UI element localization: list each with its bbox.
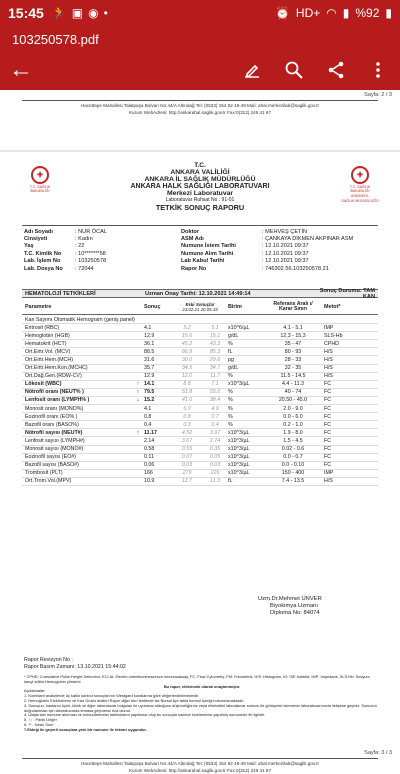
doctor-name: Uzm.Dr.Mehmet ÜNVER	[258, 596, 322, 602]
info-label: Lab. İşlem No	[24, 258, 61, 265]
abnormal-flag: ↑	[136, 381, 140, 388]
share-icon	[326, 60, 346, 80]
param-name: Nötrofil oranı (NEUT% )	[25, 389, 84, 396]
more-dot-icon: •	[103, 6, 108, 20]
header-valilik: ANKARA VALİLİĞİ	[170, 169, 230, 176]
unit: x10^3/µL	[228, 470, 250, 477]
reference-range: 0.0 - 0.10	[281, 462, 305, 469]
param-name: Monosit oranı (MONO%)	[25, 405, 84, 412]
right-logo-text-1: T.C. SAĞLIK BAKANLIĞI	[349, 185, 371, 193]
col-param: Parametre	[25, 303, 52, 310]
old-result-1: 4.52	[181, 429, 193, 436]
info-label: T.C. Kimlik No	[24, 250, 62, 257]
diploma-number: Diploma No: 84074	[270, 610, 320, 617]
old-results-title: Eski Sonuçlar	[185, 301, 215, 307]
old-result-2: 7.1	[211, 381, 219, 388]
approval-date: Uzman Onay Tarihi: 12.10.2021 14:49:14	[145, 290, 251, 297]
table-row	[22, 373, 378, 381]
table-row	[22, 470, 378, 478]
print-time: Rapor Basım Zamanı: 13.10.2021 15:44:02	[24, 663, 126, 670]
reference-range: 2.0 - 9.0	[283, 405, 303, 412]
revision-info	[24, 657, 126, 670]
abnormal-flag: ↑	[136, 429, 140, 436]
result-value: 88.5	[144, 348, 155, 355]
result-value: 166	[144, 470, 153, 477]
result-value: 0.8	[144, 413, 152, 420]
unit: x10^3/µL	[228, 462, 250, 469]
method: FC	[324, 446, 332, 453]
revision-number: Rapor Revizyon No :	[24, 657, 73, 663]
header-merkezi: Merkezi Laboratuvar	[166, 190, 234, 197]
old-result-1: 279	[182, 470, 192, 477]
footer-address: Hacettepe Mahallesi Talatpaşa Bulvarı No:44/A Altındağ Tel: (0533) 154 92 48-49 Mail: ahal.merkezilab@saglik.gov.tr	[80, 103, 320, 108]
wifi-icon: ◠	[326, 6, 337, 20]
result-value: 10.9	[144, 478, 155, 485]
battery-icon: ▮	[385, 6, 392, 20]
note-4: 4. Ulaştırılan numune alınması ve korkudlarından farklılıkların yapılması olup bu sonuçlar sadece incelenmesi yapılmış numuneler ile ilgilidir.	[24, 712, 266, 718]
method: FC	[324, 429, 332, 436]
param-name: Nötrofil sayısı (NEUT#)	[25, 429, 83, 436]
old-result-1: 12.0	[181, 373, 193, 380]
result-value: 4.1	[144, 324, 152, 331]
old-result-2: 85.3	[209, 348, 221, 355]
note-1: 1. Kombiant analizlerde üç katlık kontrol sonuçlarının Westgard kurallarına göre değerlendirilmektedir.	[24, 693, 199, 699]
unit: %	[228, 421, 233, 428]
ref-title-2: Karar Sınırı	[279, 305, 307, 312]
unit: x10^3/µL	[228, 381, 250, 388]
col-unit: Birim	[228, 303, 242, 310]
unit: x10^3/µL	[228, 429, 250, 436]
info-value: : 12.10.2021 09:37	[262, 258, 309, 265]
old-date-2: 20.05.19	[200, 306, 218, 312]
method: FC	[324, 454, 332, 461]
old-result-2: 0.7	[211, 413, 219, 420]
gallery-icon: ▣	[71, 6, 84, 20]
info-value: : 22	[75, 243, 85, 250]
abnormal-flag: ↑	[136, 389, 140, 396]
old-result-1: 86.9	[181, 348, 193, 355]
param-name: Ort.Dağ.Gen.(RDW-CV)	[25, 373, 82, 380]
notes-block	[24, 675, 380, 733]
left-logo	[24, 166, 56, 194]
table-row	[22, 405, 378, 413]
result-value: 14.1	[144, 381, 155, 388]
method: FC	[324, 389, 332, 396]
unit: fL	[228, 478, 233, 485]
old-result-2: 29.6	[209, 357, 221, 364]
unit: x10^6/µL	[228, 324, 250, 331]
table-row	[22, 421, 378, 429]
param-name: Bazofil sayısı (BASO#)	[25, 462, 79, 469]
reference-range: 11.5 - 14.5	[280, 373, 306, 380]
unit: %	[228, 340, 233, 347]
unit: x10^3/µL	[228, 454, 250, 461]
old-result-1: 34.5	[181, 365, 193, 372]
method: SLS-Hb	[324, 332, 343, 339]
param-name: Hematokrit (HCT)	[25, 340, 67, 347]
running-icon: 🏃	[51, 6, 67, 20]
reference-range: 35 - 47	[284, 340, 302, 347]
param-name: Trombosit (PLT)	[25, 470, 63, 477]
table-row	[22, 316, 378, 324]
unit: g/dL	[228, 365, 239, 372]
right-logo-text-3: SAĞLIK MÜDÜRLÜĞÜ	[341, 199, 379, 203]
reference-range: 0.2 - 1.0	[283, 421, 303, 428]
info-label: Rapor No	[181, 265, 207, 272]
info-label: ASM Adı	[181, 236, 204, 243]
old-result-1: 51.8	[181, 389, 193, 396]
result-value: 15.2	[144, 397, 155, 404]
report-header	[70, 162, 330, 212]
section-header	[22, 289, 378, 298]
method: H/S	[324, 373, 333, 380]
old-result-2: 38.4	[209, 397, 221, 404]
info-value: : Kadın	[75, 236, 93, 243]
method-legend: * CPHD: Cumulative Pulse Height Detection, ECLIA: Electro-chemiluminescence immunoassay, FC: Flow Cytometry, FM: Fotometrik, H/S: Histogram, IO: ISE indirekt, IMP: Impedans, SLS-Hb: Sodyum lauryl sülfat-Hemoglobin yöntemi	[24, 674, 370, 684]
reference-range: 1.5 - 4.5	[283, 437, 303, 444]
result-value: 11.17	[144, 429, 157, 436]
back-arrow-icon: ←	[9, 56, 33, 83]
note-2: 2. Hemoglobin Elektroforez ve Kan Grubu testleri Rapor diğer tüm testlerde ise Bursal ilçe tabla kontrol İçeriği bulunmamaktadır.	[24, 697, 245, 703]
unit: %	[228, 373, 233, 380]
reference-range: 28 - 33	[284, 357, 302, 364]
left-logo-text: T.C. SAĞLIK BAKANLIĞI	[29, 185, 51, 193]
info-label: Lab Kabul Tarihi	[181, 258, 225, 265]
table-row	[22, 389, 378, 397]
old-result-2: 11.7	[210, 373, 220, 380]
table-row	[22, 332, 378, 340]
report-title: TETKİK SONUÇ RAPORU	[155, 203, 245, 212]
reference-range: 80 - 93	[284, 348, 302, 355]
file-title: 103250578.pdf	[0, 26, 400, 50]
header-mudurluk: ANKARA İL SAĞLIK MÜDÜRLÜĞÜ	[144, 176, 256, 183]
unit: %	[228, 413, 233, 420]
old-result-2: 3.97	[209, 429, 221, 436]
result-value: 0.06	[144, 462, 155, 469]
edit-icon	[242, 60, 262, 80]
result-value: 4.1	[144, 405, 152, 412]
reference-range: 12,3 - 15,3	[280, 332, 306, 339]
old-result-1: 15.6	[181, 332, 193, 339]
reference-range: 32 - 35	[284, 365, 302, 372]
footer-address-3: Hacettepe Mahallesi Talatpaşa Bulvarı No:44/A Altındağ Tel: (0533) 154 92 48-49 Mail: ahal.merkezilab@saglik.gov.tr	[80, 761, 320, 766]
patient-info-row	[24, 243, 376, 250]
table-row	[22, 462, 378, 470]
notification-icons	[52, 6, 108, 20]
result-value: 12.9	[144, 373, 155, 380]
result-value: 2.14	[144, 437, 155, 444]
unit: %	[228, 405, 233, 412]
result-value: 35.7	[144, 365, 155, 372]
old-result-2: 11.3	[210, 478, 220, 485]
table-row	[22, 446, 378, 454]
reference-range: 4,1 - 5,1	[283, 324, 303, 331]
reference-range: 150 - 400	[281, 470, 305, 477]
info-label: Numune İstem Tarihi	[181, 243, 236, 250]
old-result-2: 0.05	[209, 454, 221, 461]
col-method: Metot*	[324, 303, 341, 310]
table-header	[22, 299, 378, 315]
param-name: Ort.Eritr.Vol. (MCV)	[25, 348, 71, 355]
table-row	[22, 437, 378, 445]
abnormal-flag: ↓	[136, 397, 140, 404]
table-row	[22, 348, 378, 356]
reference-range: 40 - 74	[284, 389, 302, 396]
old-result-1: 0.03	[181, 462, 193, 469]
reference-range: 0.0 - 6.0	[283, 413, 303, 420]
method: CPHD	[324, 340, 340, 347]
method: H/S	[324, 357, 333, 364]
method: FC	[324, 462, 332, 469]
unit: %	[228, 389, 233, 396]
info-value: : 72044	[75, 265, 94, 272]
old-result-1: 8.8	[183, 381, 191, 388]
table-row	[22, 324, 378, 332]
old-result-2: 34.7	[209, 365, 221, 372]
param-name: Hemoglobin (HGB)	[25, 332, 70, 339]
more-options-button[interactable]	[364, 52, 392, 88]
old-result-2: 5.1	[211, 324, 219, 331]
result-value: 0.4	[144, 421, 152, 428]
result-value: 0.58	[144, 446, 155, 453]
pdf-page-3	[0, 152, 400, 773]
info-label: Cinsiyeti	[24, 236, 48, 243]
reference-range: 20.50 - 45.0	[278, 397, 308, 404]
old-result-1: 5.2	[183, 324, 191, 331]
battery-level: %92	[355, 6, 380, 20]
table-row	[22, 454, 378, 462]
info-label: Lab. Dosya No	[24, 265, 63, 272]
method: IMP	[324, 470, 334, 477]
method: H/S	[324, 348, 333, 355]
table-row	[22, 340, 378, 348]
status-time: 15:45	[8, 5, 44, 21]
result-value: 79.5	[144, 389, 155, 396]
method: FC	[324, 413, 332, 420]
old-result-2: 0.4	[211, 421, 219, 428]
unit: fL	[228, 348, 233, 355]
signal-icon: ▮	[342, 6, 350, 20]
old-result-2: 15.1	[209, 332, 221, 339]
param-name: Lenfosit oranı (LYMPH% )	[25, 397, 90, 404]
right-logo	[340, 166, 380, 203]
old-result-1: 6.0	[183, 405, 191, 412]
search-icon	[284, 60, 304, 80]
param-name: Lenfosit sayısı (LYMPH#)	[25, 437, 85, 444]
info-value: : 103250578	[75, 258, 107, 265]
note-3: 3. Sonuçun, hastanın öykü, klinik ve diğer laboratuvar bulguları ile uyumsuz olduğunu düşündüğünüz veya elimizdeki laboratuvar sonucu ile görüşmek isterseniz laboratuvarımızla iletişime geçiniz. Sonucun doğrulanması için laboratuvarda temasa geçmeniz rica olunur.	[24, 702, 377, 713]
back-button[interactable]	[0, 52, 42, 88]
network-label: HD+	[295, 6, 321, 20]
method: IMP	[324, 324, 334, 331]
patient-info-row	[24, 258, 376, 265]
reference-range: 0.02 - 0.6	[281, 446, 305, 453]
location-icon: ◉	[88, 6, 99, 20]
result-value: 36.1	[144, 340, 155, 347]
ref-title-1: Referans Aralı ı/	[273, 300, 313, 307]
note-7: 7.Ekteği ile geçerli sonuçlara yeni bir numune ile tekrarı uygundur.	[24, 726, 147, 732]
doctor-title: Biyokimya Uzmanı	[270, 603, 318, 610]
patient-info-row	[24, 250, 376, 257]
param-name: Eozinofil sayısı (EO#)	[25, 454, 76, 461]
info-value: : 12.10.2021 09:37	[262, 250, 309, 257]
edit-button[interactable]	[238, 52, 266, 88]
param-name: Eritrosit (RBC)	[25, 324, 60, 331]
header-tc: T.C.	[194, 162, 206, 169]
col-result: Sonuç	[144, 303, 161, 310]
param-name: Eozinofil oranı (EO% )	[25, 413, 78, 420]
reference-range: 4.4 - 11.3	[282, 381, 304, 388]
method: FC	[324, 421, 332, 428]
result-value: 12.9	[144, 332, 155, 339]
reference-range: 1.9 - 8.0	[283, 429, 303, 436]
old-date-1: 23.02.21	[182, 306, 200, 312]
unit: x10^3/µL	[228, 437, 250, 444]
results-table	[22, 316, 378, 486]
table-row	[22, 397, 378, 405]
old-result-1: 41.6	[181, 397, 193, 404]
reference-range: 7.4 - 13.5	[281, 478, 305, 485]
info-value: : 10*******58	[75, 250, 106, 257]
patient-info-row	[24, 235, 376, 242]
footer-web: Kurum WebAdresi: http://ankarahal.saglik.gov.tr Fax:0(312) 245 41 67	[128, 110, 272, 115]
unit: x10^3/µL	[228, 446, 250, 453]
method: H/S	[324, 478, 333, 485]
result-value: 0.11	[144, 454, 154, 461]
alarm-icon: ⏰	[274, 6, 290, 20]
pdf-page-2	[0, 90, 400, 150]
search-button[interactable]	[280, 52, 308, 88]
unit: pg	[228, 357, 234, 364]
old-result-1: 3.67	[181, 437, 193, 444]
info-label: Yaş	[24, 243, 34, 250]
electronic-approval: Bu rapor, elektronik olarak onaylanmıştır.	[163, 683, 241, 689]
old-result-2: 4.9	[211, 405, 219, 412]
pdf-viewer[interactable]	[0, 90, 400, 773]
note-6: 6. ** : Kesin Sınır	[24, 721, 54, 727]
reference-range: 0.0 - 0.7	[283, 454, 303, 461]
old-result-1: 0.8	[183, 413, 191, 420]
old-result-2: 2.74	[209, 437, 221, 444]
patient-info	[24, 228, 376, 272]
ministry-logo-icon: ✚	[31, 166, 49, 184]
status-bar	[0, 0, 400, 26]
old-result-2: 43.3	[209, 340, 221, 347]
more-vertical-icon	[368, 60, 388, 80]
info-value: : NUR ÖCAL	[75, 228, 108, 235]
page-number-3: Sayfa: 3 / 3	[364, 750, 392, 756]
header-lab: ANKARA HALK SAĞLIĞI LABORATUVARI	[130, 183, 270, 190]
info-value: : ÇANKAYA DİKMEN AKPINAR ASM	[262, 236, 354, 243]
col-old-results	[172, 302, 228, 312]
signature-block	[258, 596, 368, 618]
old-result-1: 0.55	[181, 446, 193, 453]
col-reference	[266, 302, 320, 312]
result-status: Sonuç Durumu: TAM KAN	[319, 287, 375, 300]
header-ruhsat: Laboratuvar Ruhsat No : 91-01	[165, 197, 235, 203]
table-row	[22, 429, 378, 437]
method: FC	[324, 405, 332, 412]
old-result-2: 226	[210, 470, 220, 477]
old-result-2: 0.03	[209, 462, 221, 469]
table-row	[22, 478, 378, 486]
footer-web-3: Kurum WebAdresi: http://ankarahal.saglik.gov.tr Fax:0(312) 245 41 67	[128, 768, 272, 773]
info-value: : 12.10.2021 09:37	[262, 243, 309, 250]
param-name: Ort.Eritr.Hem.(MCH)	[25, 357, 73, 364]
info-label: Numune Alım Tarihi	[181, 250, 234, 257]
old-result-1: 30.0	[181, 357, 193, 364]
result-value: 31.6	[144, 357, 155, 364]
info-label: Adı Soyadı	[24, 228, 53, 235]
info-value: : MEHVEŞ ÇETİN	[262, 228, 308, 235]
param-name: Monosit sayısı (MONO#)	[25, 446, 84, 453]
old-result-2: 55.6	[209, 389, 221, 396]
param-name: Bazofil oranı (BASO%)	[25, 421, 79, 428]
method: FC	[324, 397, 332, 404]
patient-info-row	[24, 265, 376, 272]
method: FC	[324, 437, 332, 444]
table-row	[22, 365, 378, 373]
toolbar	[0, 50, 400, 90]
method: FC	[324, 381, 332, 388]
unit: g/dL	[228, 332, 239, 339]
page-number: Sayfa: 2 / 3	[364, 92, 392, 98]
param-name: Lökosit (WBC)	[25, 381, 62, 388]
method: H/S	[324, 365, 333, 372]
table-row	[22, 356, 378, 364]
note-5: 5. ↑↓ : Panik Değer	[24, 717, 57, 723]
table-row	[22, 413, 378, 421]
patient-info-row	[24, 228, 376, 235]
ministry-seal-icon: ✚	[351, 166, 369, 184]
old-result-1: 11.7	[182, 478, 192, 485]
right-logo-text-2: ANKARA İL	[350, 194, 370, 198]
section-title: HEMATOLOJİ TETKİKLERİ	[25, 290, 96, 297]
info-label: Doktor	[181, 228, 200, 235]
notes-heading: Açıklamalar:	[24, 688, 46, 694]
info-value: : 746302.56.103250578.21	[262, 265, 329, 272]
unit: %	[228, 397, 233, 404]
old-result-1: 45.2	[181, 340, 193, 347]
param-name: Ort.Eritr.Hem.Kon.(MCHC)	[25, 365, 88, 372]
param-name: Kan Sayımı Otomatik Hemogram (geniş panel)	[25, 316, 135, 323]
old-result-1: 0.3	[183, 421, 191, 428]
old-result-1: 0.07	[181, 454, 193, 461]
share-button[interactable]	[322, 52, 350, 88]
param-name: Ort.Trom.Vol.(MPV)	[25, 478, 72, 485]
table-row	[22, 381, 378, 389]
old-result-2: 0.35	[209, 446, 221, 453]
